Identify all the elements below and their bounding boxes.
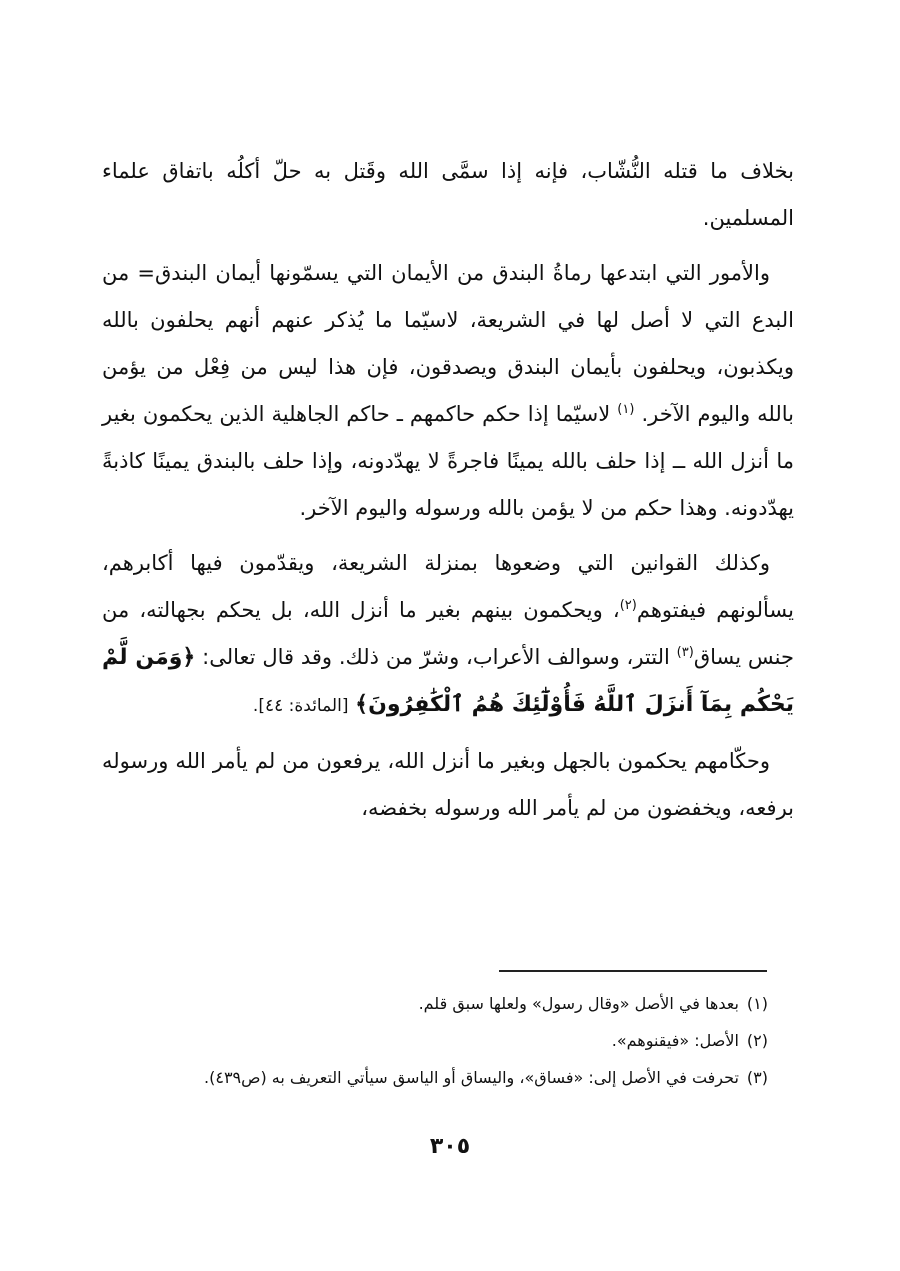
footnote-number: (٢) bbox=[746, 1031, 768, 1050]
paragraph-3-part3: التتر، وسوالف الأعراب، وشرّ من ذلك. وقد قال تعالى: bbox=[195, 645, 677, 669]
footnote-text: بعدها في الأصل «وقال رسول» ولعلها سبق قلم. bbox=[418, 994, 739, 1013]
paragraph-2-after: لاسيّما إذا حكم حاكمهم ـ حاكم الجاهلية الذين يحكمون بغير ما أنزل الله ــ إذا حلف بالله يمينًا فاجرةً لا يهدّدونه، وإذا حلف بالبندق يمينًا كاذبةً يهدّدونه. وهذا حكم من لا يؤمن بالله ورسوله واليوم الآخر. bbox=[102, 402, 794, 520]
footnote-ref-2: (٢) bbox=[619, 598, 637, 613]
footnote-ref-1: (١) bbox=[617, 402, 635, 417]
footnote-number: (١) bbox=[746, 994, 768, 1013]
paragraph-1-text: بخلاف ما قتله النُّشّاب، فإنه إذا سمَّى الله وقَتل به حلّ أكلُه باتفاق علماء المسلمين. bbox=[102, 159, 794, 230]
footnote-2 bbox=[102, 1022, 768, 1059]
paragraph-3-part2: ، ويحكمون بينهم بغير ما أنزل الله، بل يحكم بجهالته، من جنس يساق bbox=[102, 598, 795, 669]
footnote-number: (٣) bbox=[746, 1068, 768, 1087]
verse-citation: [المائدة: ٤٤]. bbox=[252, 696, 349, 716]
footnote-divider bbox=[499, 970, 767, 972]
paragraph-3 bbox=[102, 540, 794, 730]
footnote-text: تحرفت في الأصل إلى: «فساق»، واليساق أو الياسق سيأتي التعريف به (ص٤٣٩). bbox=[204, 1068, 739, 1087]
paragraph-2 bbox=[102, 250, 794, 532]
footnotes bbox=[102, 985, 768, 1096]
paragraph-2-before: والأمور التي ابتدعها رماةُ البندق من الأيمان التي يسمّونها أيمان البندق= من البدع التي لا أصل لها في الشريعة، لاسيّما ما يُذكر عنهم أنهم يحلفون بالله ويكذبون، ويحلفون بأيمان البندق ويصدقون، فإن هذا ليس من فِعْل من يؤمن بالله واليوم الآخر. bbox=[102, 261, 794, 426]
paragraph-4-text: وحكّامهم يحكمون بالجهل وبغير ما أنزل الله، يرفعون من لم يأمر الله ورسوله برفعه، ويخفضون من لم يأمر الله ورسوله بخفضه، bbox=[102, 749, 794, 820]
footnote-text: الأصل: «فيقنوهم». bbox=[611, 1031, 739, 1050]
paragraph-4 bbox=[102, 738, 794, 832]
footnote-1 bbox=[102, 985, 768, 1022]
footnote-3 bbox=[102, 1059, 768, 1096]
paragraph-3-part1: وكذلك القوانين التي وضعوها بمنزلة الشريعة، ويقدّمون فيها أكابرهم، يسألونهم فيفتوهم bbox=[102, 551, 794, 622]
footnote-ref-3: (٣) bbox=[676, 645, 694, 660]
quran-verse: ﴿وَمَن لَّمْ يَحْكُم بِمَآ أَنزَلَ ٱللَّهُ فَأُوْلَٰٓئِكَ هُمُ ٱلْكَٰفِرُونَ﴾ bbox=[102, 645, 794, 717]
paragraph-1 bbox=[102, 148, 794, 242]
page-number: ٣٠٥ bbox=[429, 1134, 471, 1159]
main-text bbox=[102, 148, 794, 838]
